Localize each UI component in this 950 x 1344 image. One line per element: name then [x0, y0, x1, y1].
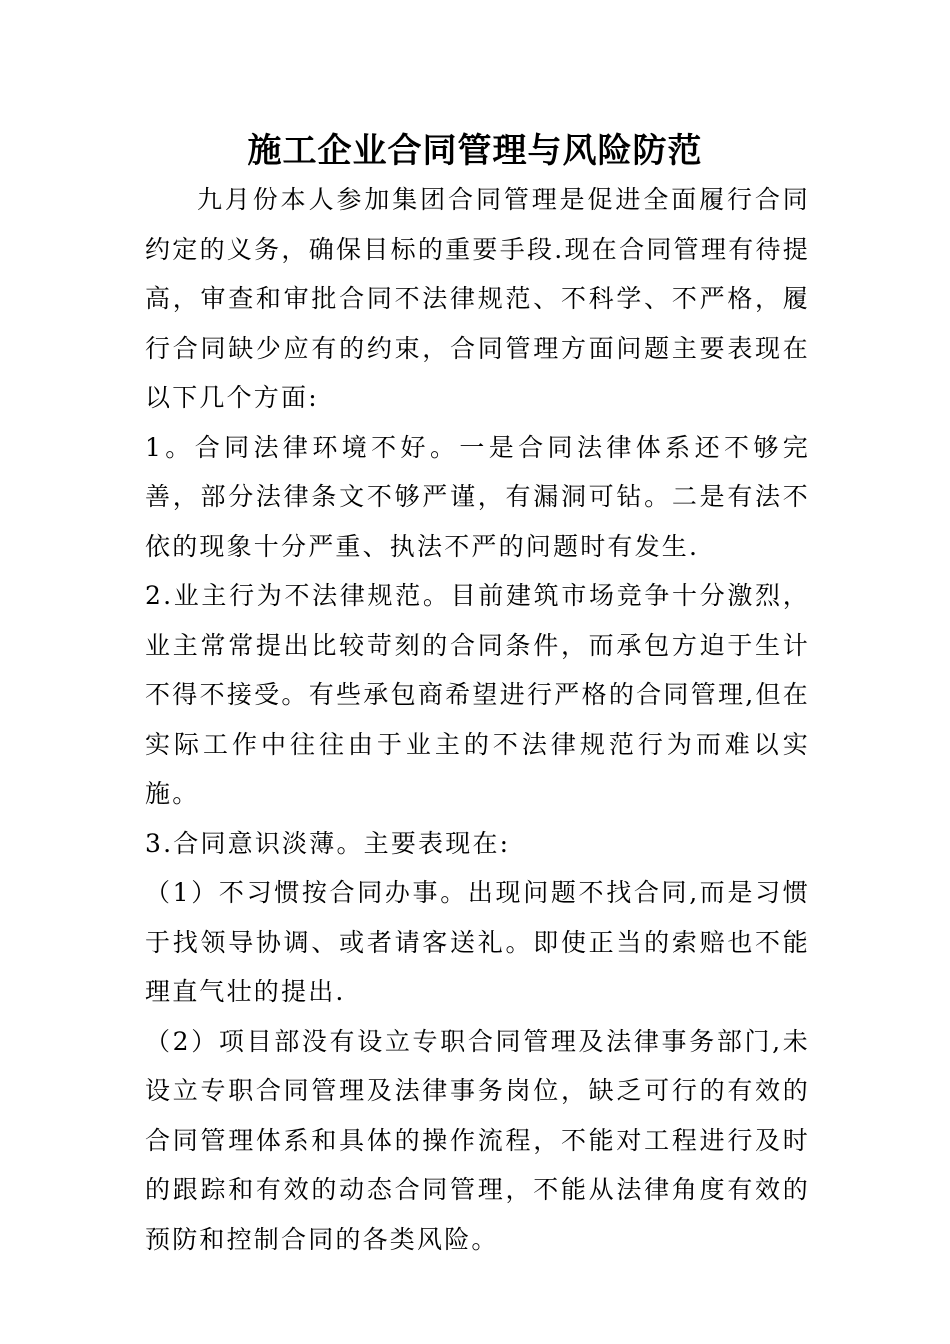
paragraph-subitem-1: （1）不习惯按合同办事。出现问题不找合同,而是习惯于找领导协调、或者请客送礼。即使正当的索赔也不能理直气壮的提出.	[145, 878, 810, 1006]
paragraph-subitem-2: （2）项目部没有设立专职合同管理及法律事务部门,未设立专职合同管理及法律事务岗位，缺乏可行的有效的合同管理体系和具体的操作流程，不能对工程进行及时的跟踪和有效的动态合同管理，不能从法律角度有效的预防和控制合同的各类风险。	[145, 1026, 810, 1254]
paragraph-intro: 九月份本人参加集团合同管理是促进全面履行合同约定的义务，确保目标的重要手段.现在合同管理有待提高，审查和审批合同不法律规范、不科学、不严格，履行合同缺少应有的约束，合同管理方面问题主要表现在以下几个方面:	[145, 185, 810, 412]
paragraph-item-1: 1。合同法律环境不好。一是合同法律体系还不够完善，部分法律条文不够严谨，有漏洞可钻。二是有法不依的现象十分严重、执法不严的问题时有发生.	[145, 432, 810, 561]
paragraph-item-2: 2.业主行为不法律规范。目前建筑市场竞争十分激烈，业主常常提出比较苛刻的合同条件，而承包方迫于生计不得不接受。有些承包商希望进行严格的合同管理,但在实际工作中往往由于业主的不法律规范行为而难以实施。	[145, 581, 810, 808]
paragraph-item-3: 3.合同意识淡薄。主要表现在:	[145, 828, 511, 858]
document-body	[145, 175, 810, 1264]
document-title: 施工企业合同管理与风险防范	[247, 131, 703, 171]
